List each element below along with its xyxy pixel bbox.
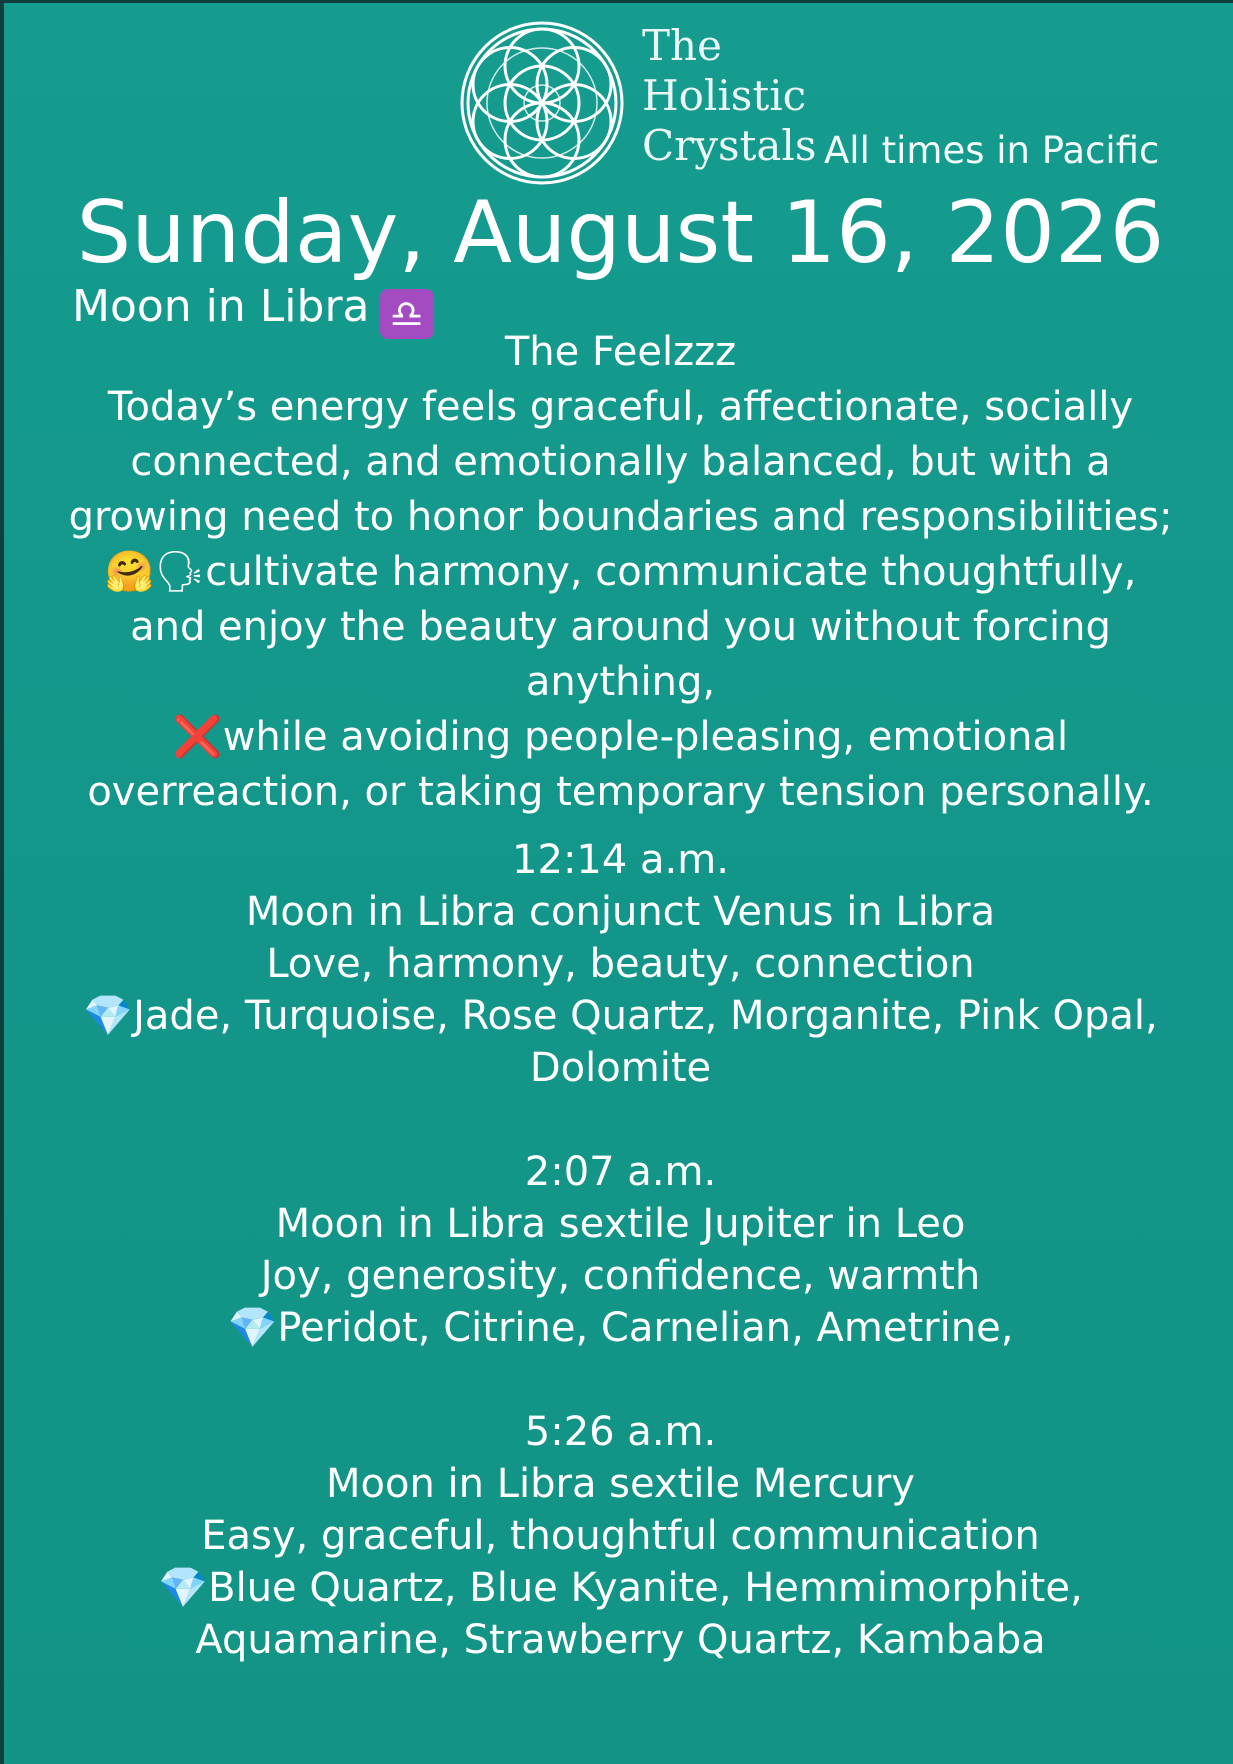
page-title-date: Sunday, August 16, 2026 (76, 183, 1165, 283)
libra-icon: ♎ (380, 289, 434, 339)
event-aspect: Moon in Libra conjunct Venus in Libra (245, 889, 996, 935)
timezone-note: All times in Pacific (824, 129, 1160, 172)
gem-icon: 💎 (83, 993, 134, 1039)
brand-line-1: The (642, 21, 722, 70)
event-item-3 (64, 1406, 1177, 1666)
feelzzz-avoid-text: while avoiding people-pleasing, emotional overreaction, or taking temporary tension personally. (87, 714, 1154, 815)
event-item-2 (64, 1146, 1177, 1354)
brand-line-2: Holistic (642, 71, 807, 120)
gem-icon: 💎 (158, 1565, 209, 1611)
feelzzz-do-text: cultivate harmony, communicate thoughtfully, and enjoy the beauty around you without forcing anything, (130, 549, 1137, 705)
event-crystals-row (64, 1302, 1177, 1354)
brand-name (642, 21, 816, 171)
event-aspect: Moon in Libra sextile Mercury (326, 1461, 915, 1507)
event-aspect: Moon in Libra sextile Jupiter in Leo (275, 1201, 966, 1247)
event-theme: Easy, graceful, thoughtful communication (201, 1513, 1040, 1559)
flower-of-life-logo-icon (458, 19, 626, 187)
hug-speaking-emoji-icon: 🤗🗣 (104, 549, 206, 595)
event-crystals-row (64, 1562, 1177, 1666)
event-time: 2:07 a.m. (524, 1149, 717, 1195)
feelzzz-avoid (64, 710, 1177, 820)
feelzzz-intro: Today’s energy feels graceful, affectionate, socially connected, and emotionally balanced, but with a growing need to honor boundaries and responsibilities; (68, 384, 1173, 540)
event-item-1 (64, 834, 1177, 1094)
event-time: 12:14 a.m. (512, 837, 729, 883)
event-theme: Joy, generosity, confidence, warmth (260, 1253, 981, 1299)
event-crystals: Blue Quartz, Blue Kyanite, Hemmimorphite, Aquamarine, Strawberry Quartz, Kambaba (195, 1565, 1083, 1663)
event-crystals: Peridot, Citrine, Carnelian, Ametrine, (277, 1305, 1014, 1351)
feelzzz-do (64, 545, 1177, 710)
brand-line-3: Crystals (642, 121, 817, 170)
feelzzz-heading: The Feelzzz (504, 329, 737, 375)
event-crystals: Jade, Turquoise, Rose Quartz, Morganite, Pink Opal, Dolomite (133, 993, 1158, 1091)
cross-mark-icon: ❌ (172, 714, 223, 760)
moon-sign-label: Moon in Libra (72, 281, 370, 332)
main-content (64, 325, 1177, 1666)
event-theme: Love, harmony, beauty, connection (266, 941, 975, 987)
gem-icon: 💎 (227, 1305, 278, 1351)
event-crystals-row (64, 990, 1177, 1094)
event-time: 5:26 a.m. (524, 1409, 717, 1455)
